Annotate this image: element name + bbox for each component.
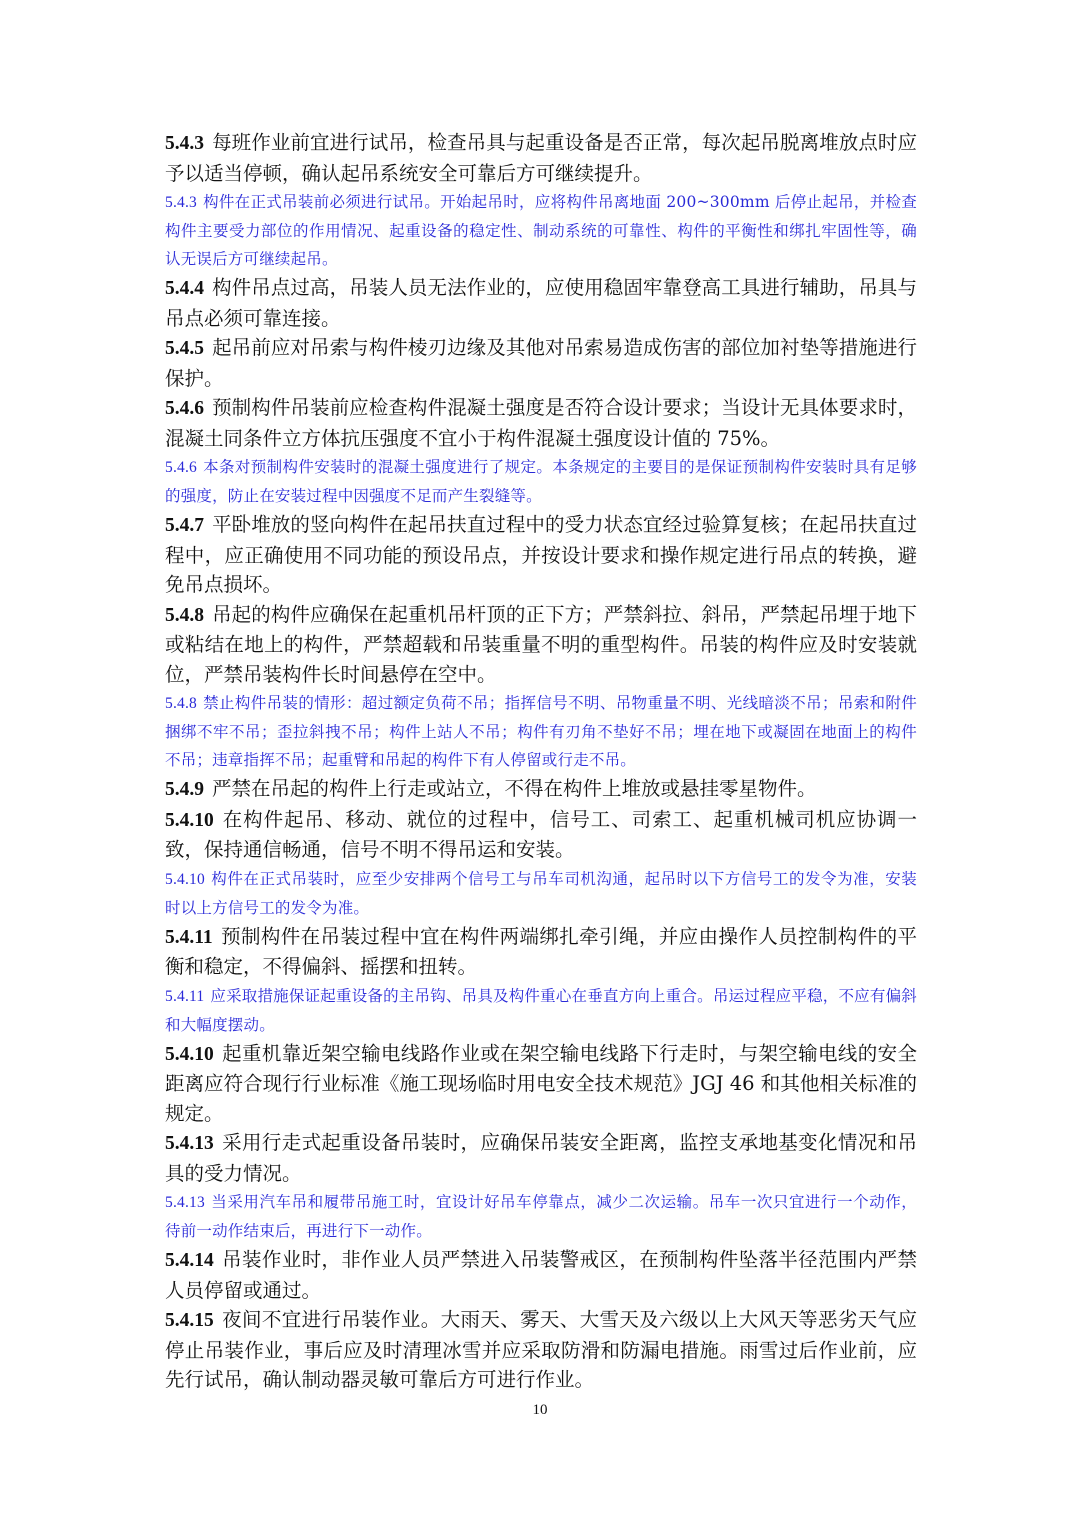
commentary-number: 5.4.8 bbox=[165, 695, 197, 712]
clause-number: 5.4.10 bbox=[165, 809, 214, 831]
clause-5-4-3 bbox=[165, 128, 917, 188]
clause-text: 预制构件吊装前应检查构件混凝土强度是否符合设计要求；当设计无具体要求时，混凝土同条件立方体抗压强度不宜小于构件混凝土强度设计值的 75%。 bbox=[165, 396, 917, 450]
clause-5-4-10 bbox=[165, 805, 917, 865]
clause-text: 起吊前应对吊索与构件棱刃边缘及其他对吊索易造成伤害的部位加衬垫等措施进行保护。 bbox=[165, 336, 917, 390]
clause-5-4-15 bbox=[165, 1305, 917, 1395]
clause-5-4-6 bbox=[165, 393, 917, 453]
clause-text: 每班作业前宜进行试吊，检查吊具与起重设备是否正常，每次起吊脱离堆放点时应予以适当停顿，确认起吊系统安全可靠后方可继续提升。 bbox=[165, 131, 917, 185]
commentary-number: 5.4.3 bbox=[165, 194, 197, 211]
clause-5-4-7 bbox=[165, 510, 917, 600]
clause-number: 5.4.13 bbox=[165, 1133, 214, 1154]
clause-5-4-14 bbox=[165, 1245, 917, 1305]
clause-text: 夜间不宜进行吊装作业。大雨天、雾天、大雪天及六级以上大风天等恶劣天气应停止吊装作业，事后应及时清理冰雪并应采取防滑和防漏电措施。雨雪过后作业前，应先行试吊，确认制动器灵敏可靠后方可进行作业。 bbox=[165, 1308, 917, 1391]
page-number: 10 bbox=[532, 1402, 548, 1418]
commentary-5-4-11 bbox=[165, 982, 917, 1039]
clause-number: 5.4.7 bbox=[165, 515, 204, 536]
commentary-text: 禁止构件吊装的情形：超过额定负荷不吊；指挥信号不明、吊物重量不明、光线暗淡不吊；吊索和附件捆绑不牢不吊；歪拉斜拽不吊；构件上站人不吊；构件有刃角不垫好不吊；埋在地下或凝固在地面上的构件不吊；违章指挥不吊；起重臂和吊起的构件下有人停留或行走不吊。 bbox=[165, 694, 917, 769]
clause-number: 5.4.11 bbox=[165, 926, 213, 948]
commentary-number: 5.4.13 bbox=[165, 1194, 205, 1211]
commentary-5-4-8 bbox=[165, 689, 917, 774]
clause-5-4-5 bbox=[165, 333, 917, 393]
clause-number: 5.4.8 bbox=[165, 604, 204, 626]
clause-text: 起重机靠近架空输电线路作业或在架空输电线路下行走时，与架空输电线的安全距离应符合现行行业标准《施工现场临时用电安全技术规范》JGJ 46 和其他相关标准的规定。 bbox=[165, 1041, 917, 1125]
commentary-5-4-6 bbox=[165, 453, 917, 510]
clause-number: 5.4.9 bbox=[165, 779, 204, 800]
clause-text: 吊装作业时，非作业人员严禁进入吊装警戒区，在预制构件坠落半径范围内严禁人员停留或通过。 bbox=[165, 1248, 917, 1302]
clause-number: 5.4.4 bbox=[165, 278, 204, 299]
clause-5-4-8 bbox=[165, 600, 917, 690]
commentary-text: 本条对预制构件安装时的混凝土强度进行了规定。本条规定的主要目的是保证预制构件安装时具有足够的强度，防止在安装过程中因强度不足而产生裂缝等。 bbox=[165, 458, 917, 505]
commentary-number: 5.4.11 bbox=[165, 987, 205, 1005]
clause-text: 构件吊点过高，吊装人员无法作业的，应使用稳固牢靠登高工具进行辅助，吊具与吊点必须可靠连接。 bbox=[165, 276, 917, 330]
clause-text: 在构件起吊、移动、就位的过程中，信号工、司索工、起重机械司机应协调一致，保持通信畅通，信号不明不得吊运和安装。 bbox=[165, 807, 917, 861]
clause-text: 预制构件在吊装过程中宜在构件两端绑扎牵引绳，并应由操作人员控制构件的平衡和稳定，不得偏斜、摇摆和扭转。 bbox=[165, 924, 917, 978]
clause-text: 吊起的构件应确保在起重机吊杆顶的正下方；严禁斜拉、斜吊，严禁起吊埋于地下或粘结在地上的构件，严禁超载和吊装重量不明的重型构件。吊装的构件应及时安装就位，严禁吊装构件长时间悬停在空中。 bbox=[165, 602, 917, 686]
clause-5-4-11 bbox=[165, 922, 917, 982]
clause-5-4-9 bbox=[165, 774, 917, 805]
commentary-5-4-13 bbox=[165, 1188, 917, 1245]
clause-5-4-10-second bbox=[165, 1039, 917, 1129]
clause-number: 5.4.15 bbox=[165, 1310, 214, 1331]
clause-text: 采用行走式起重设备吊装时，应确保吊装安全距离，监控支承地基变化情况和吊具的受力情况。 bbox=[165, 1131, 917, 1185]
commentary-5-4-10 bbox=[165, 865, 917, 922]
commentary-text: 构件在正式吊装时，应至少安排两个信号工与吊车司机沟通，起吊时以下方信号工的发令为准，安装时以上方信号工的发令为准。 bbox=[165, 869, 917, 917]
clause-5-4-4 bbox=[165, 273, 917, 333]
clause-text: 严禁在吊起的构件上行走或站立，不得在构件上堆放或悬挂零星物件。 bbox=[212, 777, 817, 800]
clause-text: 平卧堆放的竖向构件在起吊扶直过程中的受力状态宜经过验算复核；在起吊扶直过程中，应正确使用不同功能的预设吊点，并按设计要求和操作规定进行吊点的转换，避免吊点损坏。 bbox=[165, 513, 917, 596]
clause-number: 5.4.10 bbox=[165, 1043, 214, 1065]
clause-number: 5.4.6 bbox=[165, 398, 204, 419]
commentary-text: 当采用汽车吊和履带吊施工时，宜设计好吊车停靠点，减少二次运输。吊车一次只宜进行一个动作，待前一动作结束后，再进行下一动作。 bbox=[165, 1193, 917, 1240]
clause-number: 5.4.14 bbox=[165, 1250, 214, 1271]
commentary-text: 构件在正式吊装前必须进行试吊。开始起吊时，应将构件吊离地面 200~300mm 后停止起吊，并检查构件主要受力部位的作用情况、起重设备的稳定性、制动系统的可靠性、构件的平衡性和绑扎牢固性等，确认无误后方可继续起吊。 bbox=[165, 193, 917, 268]
clause-number: 5.4.3 bbox=[165, 133, 204, 154]
commentary-5-4-3 bbox=[165, 188, 917, 273]
clause-number: 5.4.5 bbox=[165, 338, 204, 359]
commentary-number: 5.4.10 bbox=[165, 870, 205, 888]
commentary-number: 5.4.6 bbox=[165, 459, 197, 476]
document-body bbox=[165, 128, 917, 1395]
clause-5-4-13 bbox=[165, 1128, 917, 1188]
commentary-text: 应采取措施保证起重设备的主吊钩、吊具及构件重心在垂直方向上重合。吊运过程应平稳，不应有偏斜和大幅度摆动。 bbox=[165, 986, 917, 1034]
